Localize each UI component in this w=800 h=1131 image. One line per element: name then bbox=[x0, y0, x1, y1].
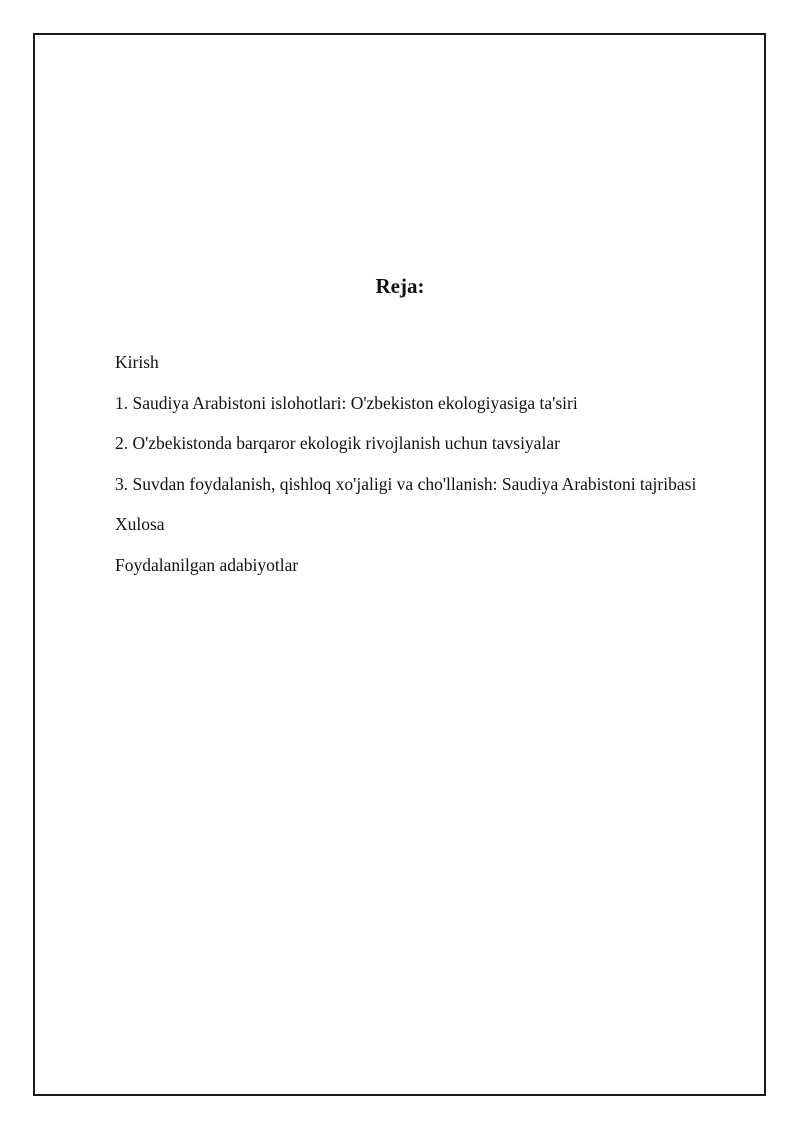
toc-item-conclusion: Xulosa bbox=[115, 514, 165, 534]
page-title: Reja: bbox=[375, 274, 425, 298]
toc-item-3: 3. Suvdan foydalanish, qishloq xo'jaligi va cho'llanish: Saudiya Arabistoni tajribasi bbox=[115, 473, 697, 494]
toc-item-1: 1. Saudiya Arabistoni islohotlari: O'zbekiston ekologiyasiga ta'siri bbox=[115, 392, 578, 413]
table-of-contents bbox=[115, 350, 755, 593]
toc-item-introduction: Kirish bbox=[115, 352, 159, 372]
toc-item-references: Foydalanilgan adabiyotlar bbox=[115, 554, 299, 575]
toc-item-2: 2. O'zbekistonda barqaror ekologik rivojlanish uchun tavsiyalar bbox=[115, 433, 560, 453]
